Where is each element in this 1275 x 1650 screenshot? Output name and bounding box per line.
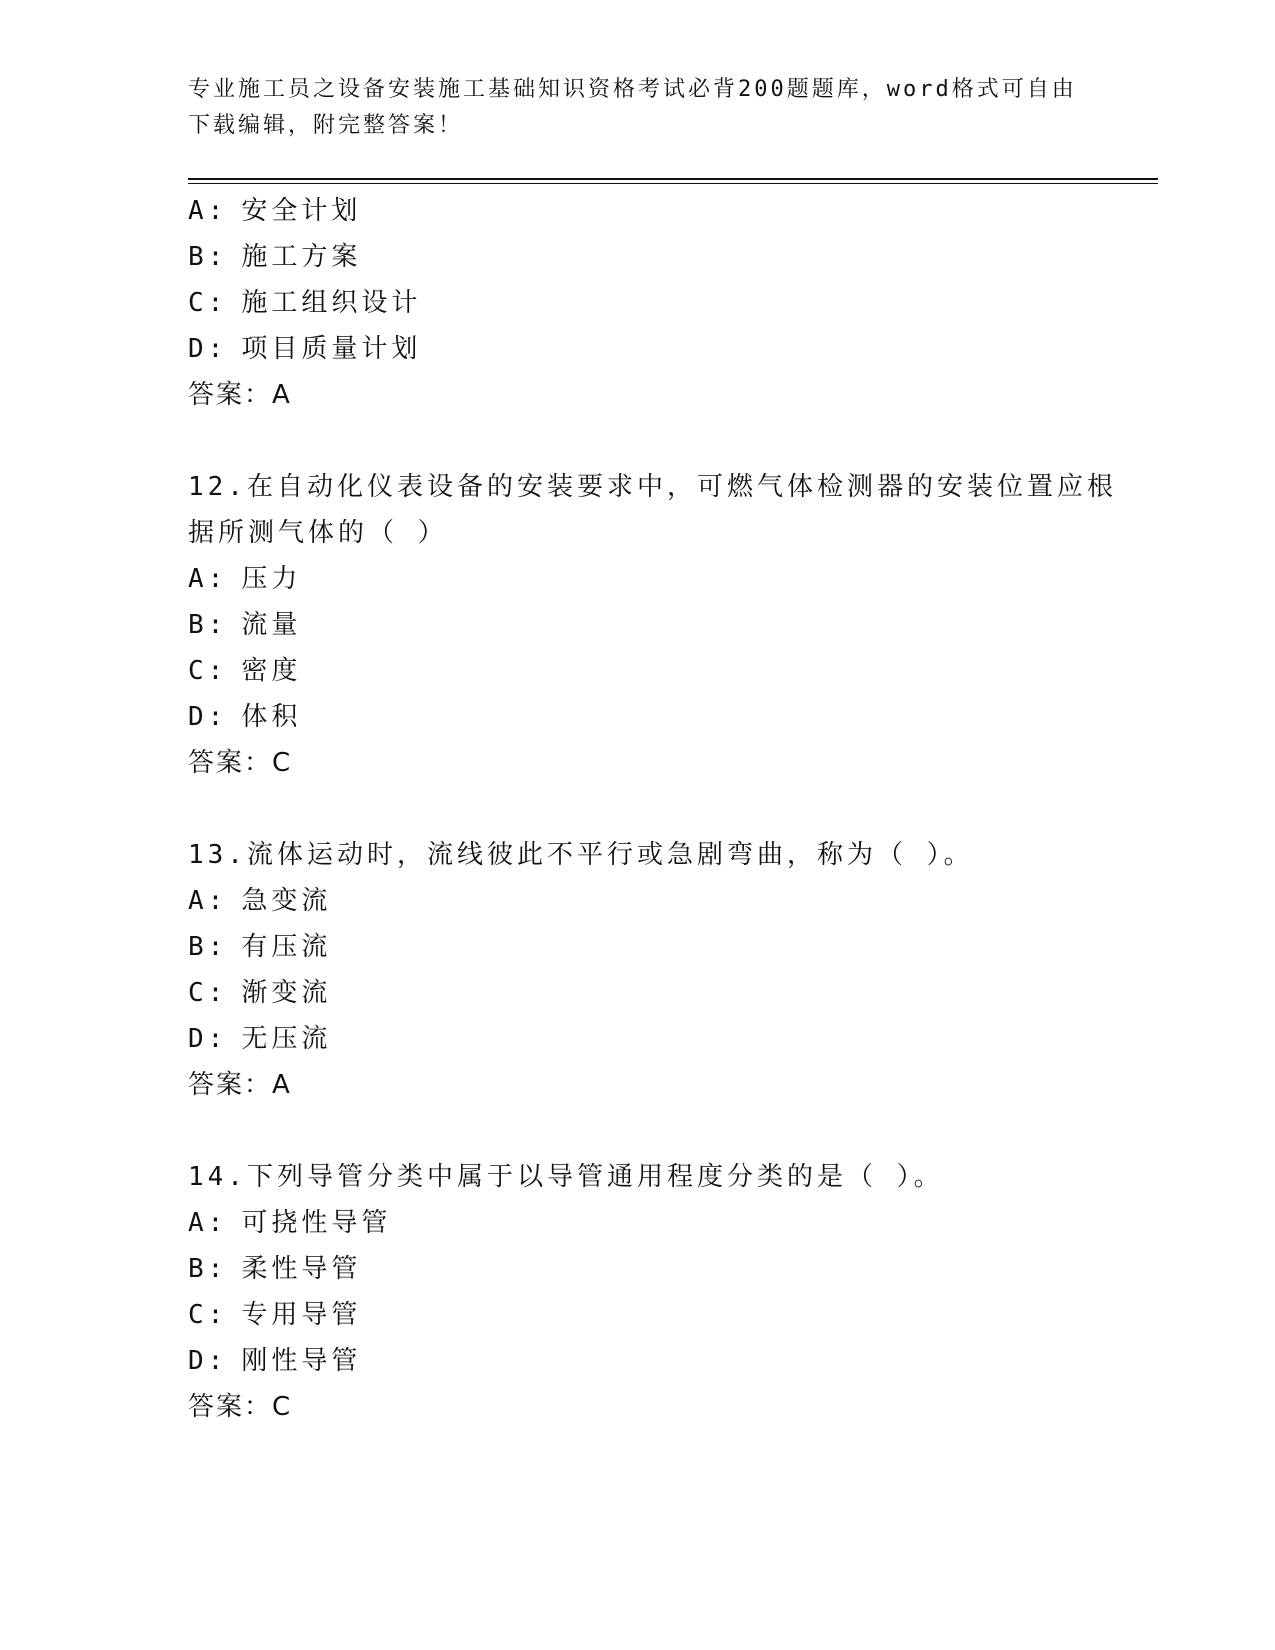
option-text: 流量 [241, 610, 302, 640]
option-letter: D: [188, 334, 228, 364]
document-header [188, 72, 1088, 144]
option-text: 有压流 [241, 932, 332, 962]
option-d [188, 1338, 1088, 1384]
option-letter: C: [188, 978, 228, 1008]
option-c [188, 648, 1088, 694]
option-d [188, 694, 1088, 740]
spacer [188, 786, 1088, 832]
option-letter: A: [188, 886, 228, 916]
option-text: 密度 [241, 656, 302, 686]
option-letter: B: [188, 932, 228, 962]
option-text: 急变流 [241, 886, 332, 916]
spacer [188, 1108, 1088, 1154]
answer-line: 答案：A [188, 1070, 292, 1100]
option-letter: D: [188, 702, 228, 732]
option-a [188, 878, 1088, 924]
option-text: 体积 [241, 702, 302, 732]
header-divider-thin [188, 183, 1158, 184]
option-d [188, 326, 1088, 372]
header-divider-thick [188, 178, 1158, 180]
option-d [188, 1016, 1088, 1062]
question-stem-continued: 据所测气体的（ ） [188, 518, 448, 548]
option-text: 渐变流 [241, 978, 332, 1008]
option-letter: B: [188, 1254, 228, 1284]
answer-line: 答案：A [188, 380, 292, 410]
option-text: 专用导管 [241, 1300, 362, 1330]
option-letter: C: [188, 656, 228, 686]
question-stem: 14.下列导管分类中属于以导管通用程度分类的是（ ）。 [188, 1162, 944, 1192]
option-text: 刚性导管 [241, 1346, 362, 1376]
option-b [188, 1246, 1088, 1292]
question-stem: 12.在自动化仪表设备的安装要求中，可燃气体检测器的安装位置应根 [188, 472, 1117, 502]
option-text: 项目质量计划 [241, 334, 422, 364]
option-b [188, 924, 1088, 970]
question-14 [188, 1154, 1088, 1430]
option-letter: C: [188, 288, 228, 318]
option-text: 施工方案 [241, 242, 362, 272]
question-11 [188, 188, 1088, 418]
option-c [188, 1292, 1088, 1338]
option-letter: B: [188, 610, 228, 640]
option-letter: A: [188, 1208, 228, 1238]
option-text: 柔性导管 [241, 1254, 362, 1284]
option-letter: A: [188, 564, 228, 594]
option-text: 可挠性导管 [241, 1208, 392, 1238]
question-12 [188, 464, 1117, 786]
option-letter: A: [188, 196, 228, 226]
spacer [188, 418, 1088, 464]
option-a [188, 1200, 1088, 1246]
answer-line: 答案：C [188, 1392, 293, 1422]
answer-line: 答案：C [188, 748, 293, 778]
option-letter: B: [188, 242, 228, 272]
option-a [188, 556, 1088, 602]
option-b [188, 602, 1088, 648]
question-list [188, 188, 1117, 1430]
question-stem: 13.流体运动时，流线彼此不平行或急剧弯曲，称为（ ）。 [188, 840, 974, 870]
header-line-2: 下载编辑，附完整答案！ [188, 113, 464, 138]
option-letter: C: [188, 1300, 228, 1330]
option-letter: D: [188, 1024, 228, 1054]
option-c [188, 970, 1088, 1016]
option-text: 安全计划 [241, 196, 362, 226]
option-letter: D: [188, 1346, 228, 1376]
option-a [188, 188, 1088, 234]
option-text: 压力 [241, 564, 302, 594]
header-line-1: 专业施工员之设备安装施工基础知识资格考试必背200题题库，word格式可自由 [188, 77, 1077, 102]
question-13 [188, 832, 1088, 1108]
option-text: 无压流 [241, 1024, 332, 1054]
option-b [188, 234, 1088, 280]
option-c [188, 280, 1088, 326]
option-text: 施工组织设计 [241, 288, 422, 318]
